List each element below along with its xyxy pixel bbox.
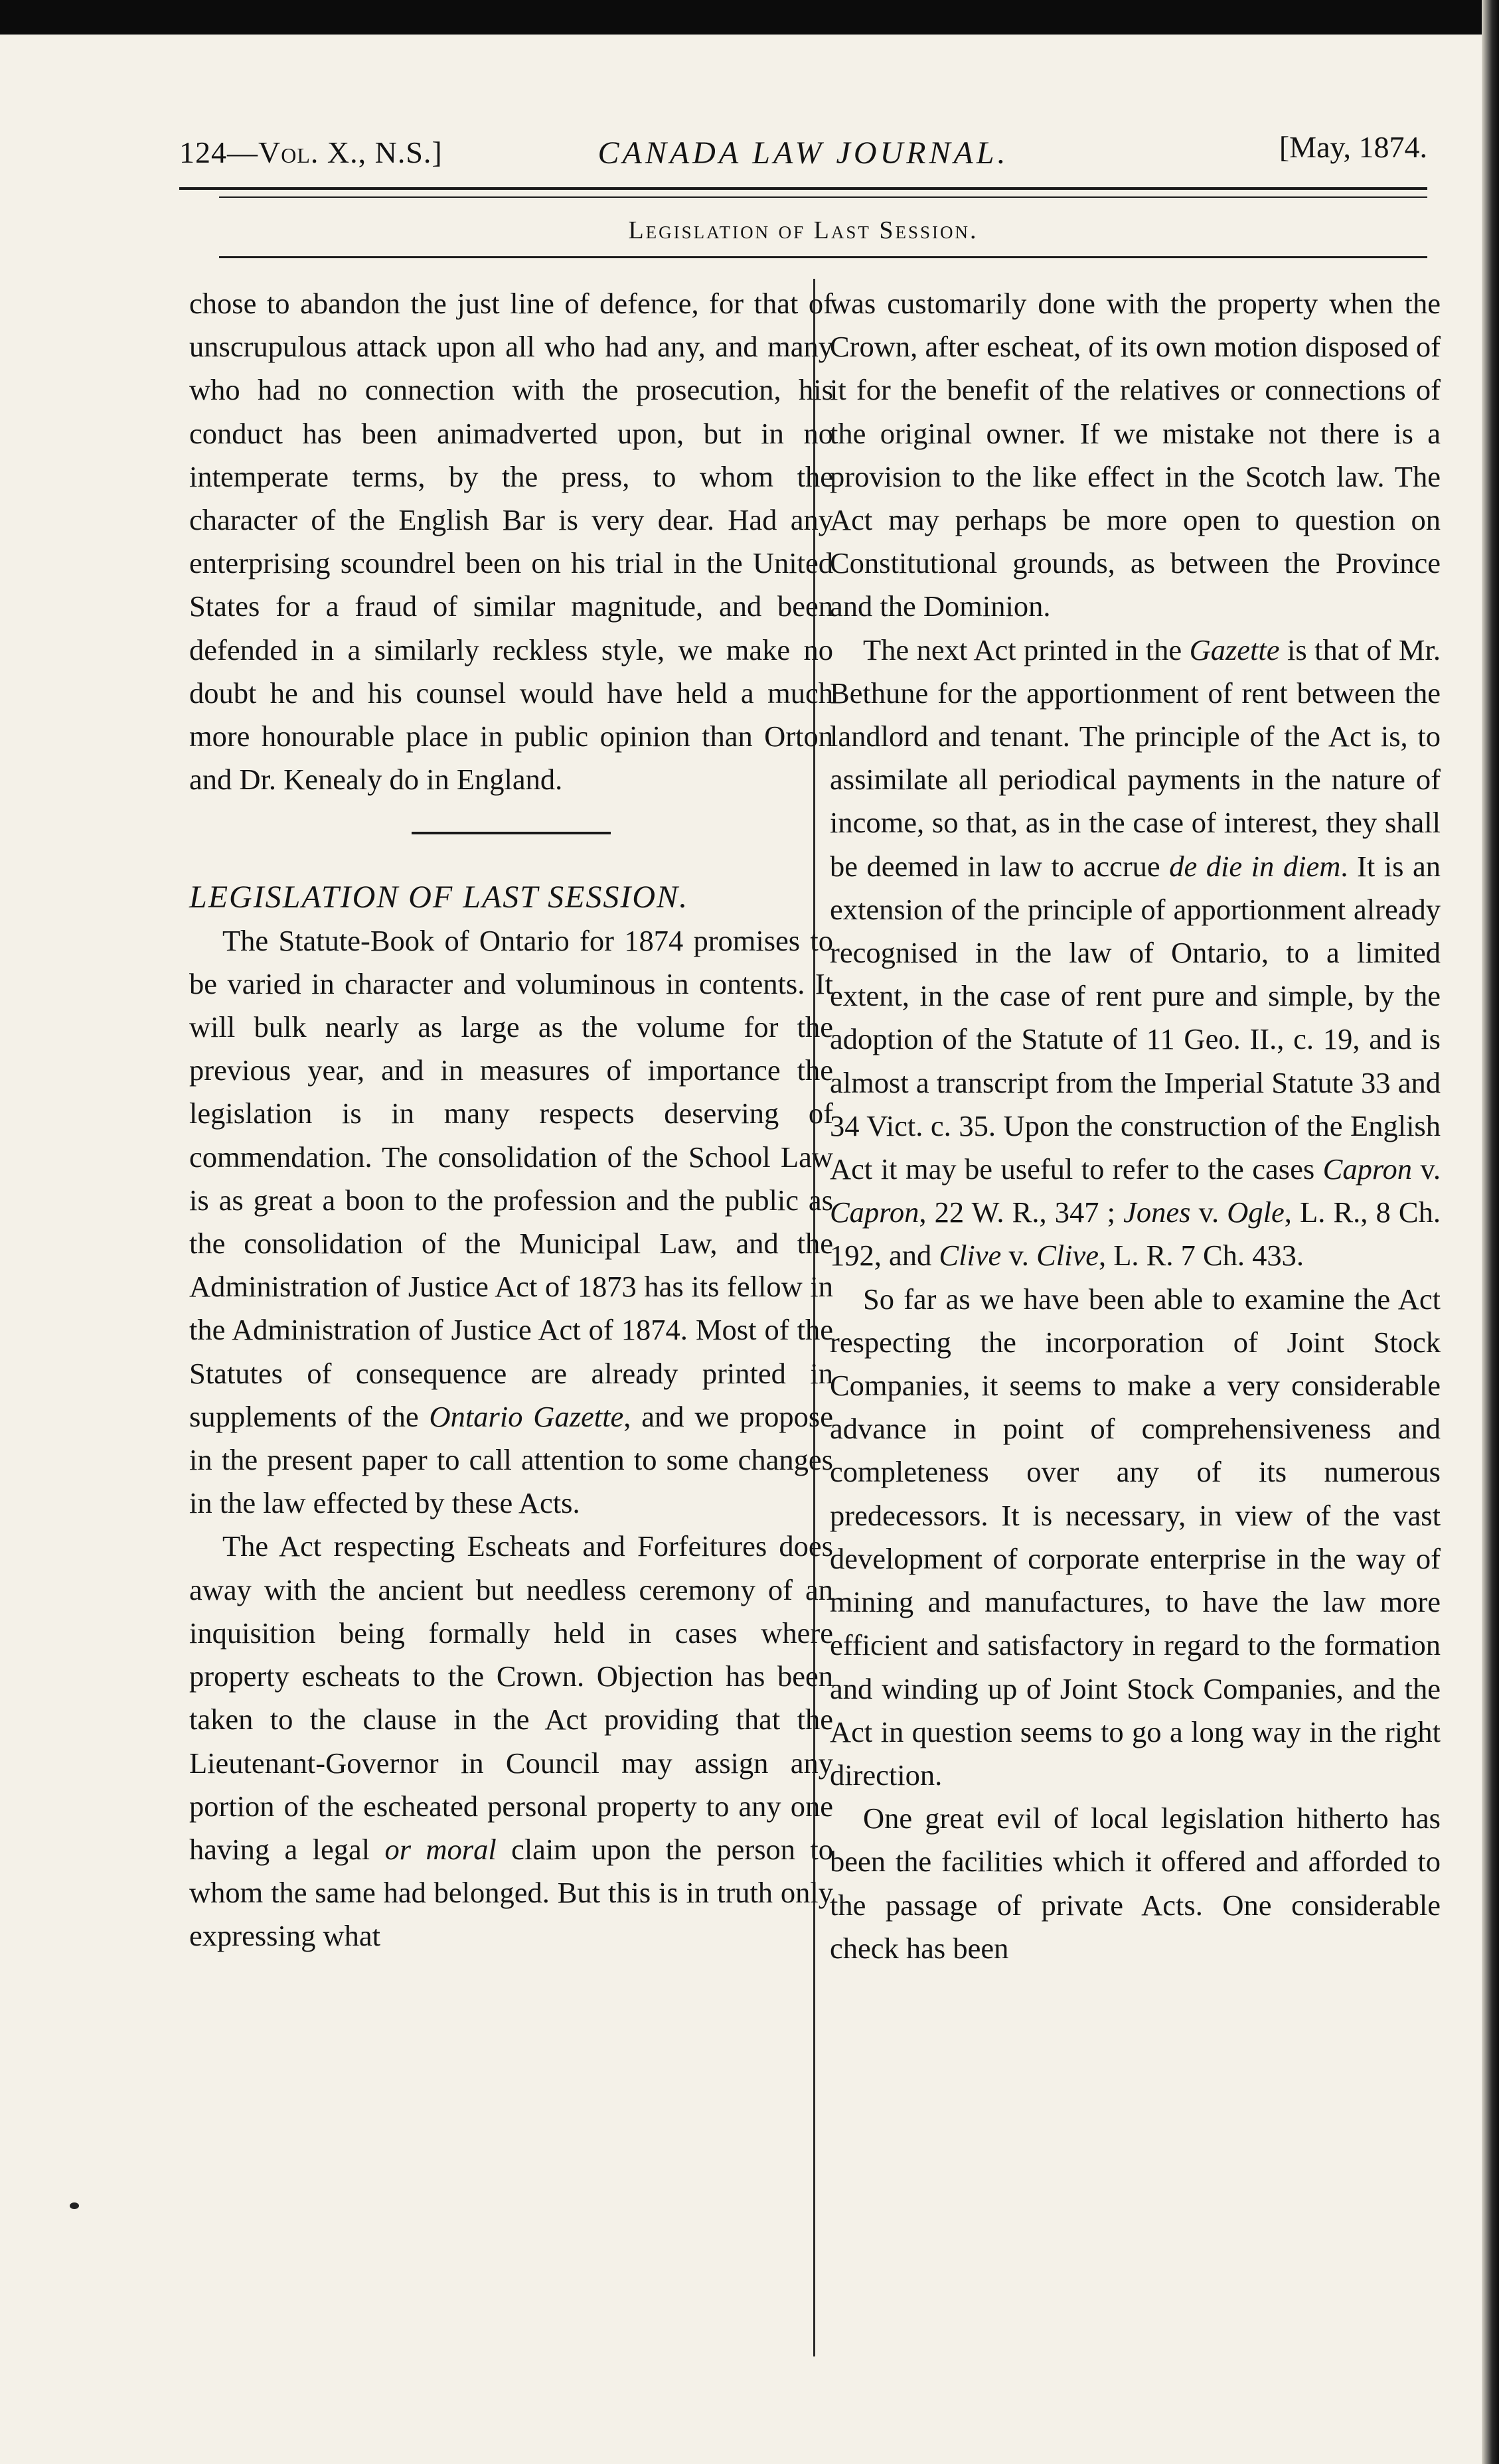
folio: 124—Vol. X., N.S.]: [179, 135, 443, 169]
italic-run: or moral: [384, 1832, 497, 1866]
text-run: is that of Mr. Bethune for the apportionment of rent between the landlord and tenant. The principle of the Act is, to assimilate all periodical payments in the nature of income, so that, as in the case of interest, they shall be deemed in law to accrue: [830, 633, 1441, 883]
scan-right-edge: [1482, 0, 1499, 2464]
paragraph-statute-book: [189, 919, 833, 1525]
italic-run: de die in diem: [1169, 849, 1341, 883]
italic-run: Clive: [1036, 1239, 1099, 1272]
paragraph-apportionment: [830, 629, 1441, 1278]
text-run: v.: [1412, 1152, 1441, 1186]
running-title-rule: [219, 256, 1427, 258]
paragraph-escheats: [189, 1525, 833, 1958]
issue-date: [May, 1874.: [1279, 130, 1427, 164]
continued-paragraph: chose to abandon the just line of defence, for that of unscrupulous attack upon all who had any, and many who had no connection with the prosecution, his conduct has been animadverted upon, but in no intemperate terms, by the press, to whom the character of the English Bar is very dear. Had any enterprising scoundrel been on his trial in the United States for a fraud of similar magnitude, and been defended in a similarly reckless style, we make no doubt he and his counsel would have held a much more honourable place in public opinion than Orton and Dr. Kenealy do in England.: [189, 287, 833, 797]
text-run: claim upon the person to whom the same had belonged. But this is in truth only expressing what: [189, 1832, 833, 1953]
text-run: , L. R. 7 Ch. 433.: [1098, 1239, 1304, 1272]
text-run: v.: [1190, 1195, 1227, 1229]
running-title: Legislation of Last Session.: [628, 216, 979, 244]
page-header: [179, 129, 1427, 176]
section-title: LEGISLATION OF LAST SESSION.: [189, 880, 689, 915]
continued-paragraph: was customarily done with the property when the Crown, after escheat, of its own motion disposed of it for the benefit of the relatives or connections of the original owner. If we mistake not there is a provision to the like effect in the Scotch law. The Act may perhaps be more open to question on Constitutional grounds, as between the Province and the Dominion.: [830, 287, 1441, 623]
header-rule-thick: [179, 187, 1427, 190]
text-run: The Act respecting Escheats and Forfeitures does away with the ancient but needless ceremony of an inquisition being formally held in cases where property escheats to the Crown. Objection has been taken to the clause in the Act providing that the Lieutenant-Governor in Council may assign any portion of the escheated personal property to any one having a legal: [189, 1529, 833, 1866]
italic-run: Ogle: [1227, 1195, 1285, 1229]
journal-title: CANADA LAW JOURNAL.: [597, 135, 1009, 171]
text-run: . It is an extension of the principle of apportionment already recognised in the law of Ontario, to a limited extent, in the case of rent pure and simple, by the adoption of the Statute of 11 Geo. II., c. 19, and is almost a transcript from the Imperial Statute 33 and 34 Vict. c. 35. Upon the construction of the English Act it may be useful to refer to the cases: [830, 849, 1441, 1186]
text-run: v.: [1001, 1239, 1037, 1272]
italic-run: Ontario Gazette: [429, 1399, 624, 1433]
right-column: [830, 282, 1441, 1970]
italic-run: Capron: [830, 1195, 919, 1229]
italic-run: Jones: [1123, 1195, 1191, 1229]
italic-run: Gazette: [1189, 633, 1280, 666]
text-run: , 22 W. R., 347 ;: [919, 1195, 1124, 1229]
italic-run: Clive: [939, 1239, 1002, 1272]
text-run: The next Act printed in the: [863, 633, 1190, 666]
scan-top-edge: [0, 0, 1499, 35]
italic-run: Capron: [1322, 1152, 1413, 1186]
header-rule-thin: [219, 196, 1427, 198]
margin-ink-mark: [70, 2202, 79, 2209]
paragraph-joint-stock: So far as we have been able to examine the Act respecting the incorporation of Joint Stock Companies, it seems to make a very considerable advance in point of comprehensiveness and completeness over any of its numerous predecessors. It is necessary, in view of the vast development of corporate enterprise in the way of mining and manufactures, to have the law more efficient and satisfactory in regard to the formation and winding up of Joint Stock Companies, and the Act in question seems to go a long way in the right direction.: [830, 1282, 1441, 1792]
left-column: [189, 282, 833, 1958]
text-run: The Statute-Book of Ontario for 1874 promises to be varied in character and voluminous in contents. It will bulk nearly as large as the volume for the previous year, and in measures of importance the legislation is in many respects deserving of commendation. The consolidation of the School Law is as great a boon to the profession and the public as the consolidation of the Municipal Law, and the Administration of Justice Act of 1873 has its fellow in the Administration of Justice Act of 1874. Most of the Statutes of consequence are already printed in supplements of the: [189, 923, 833, 1433]
paragraph-private-acts: One great evil of local legislation hitherto has been the facilities which it offered and afforded to the passage of private Acts. One considerable check has been: [830, 1802, 1441, 1965]
text-run: , L. R., 8 Ch. 192, and: [830, 1195, 1441, 1272]
section-separator-rule: [412, 832, 611, 834]
text-run: , and we propose in the present paper to call attention to some changes in the law effected by these Acts.: [189, 1399, 833, 1520]
